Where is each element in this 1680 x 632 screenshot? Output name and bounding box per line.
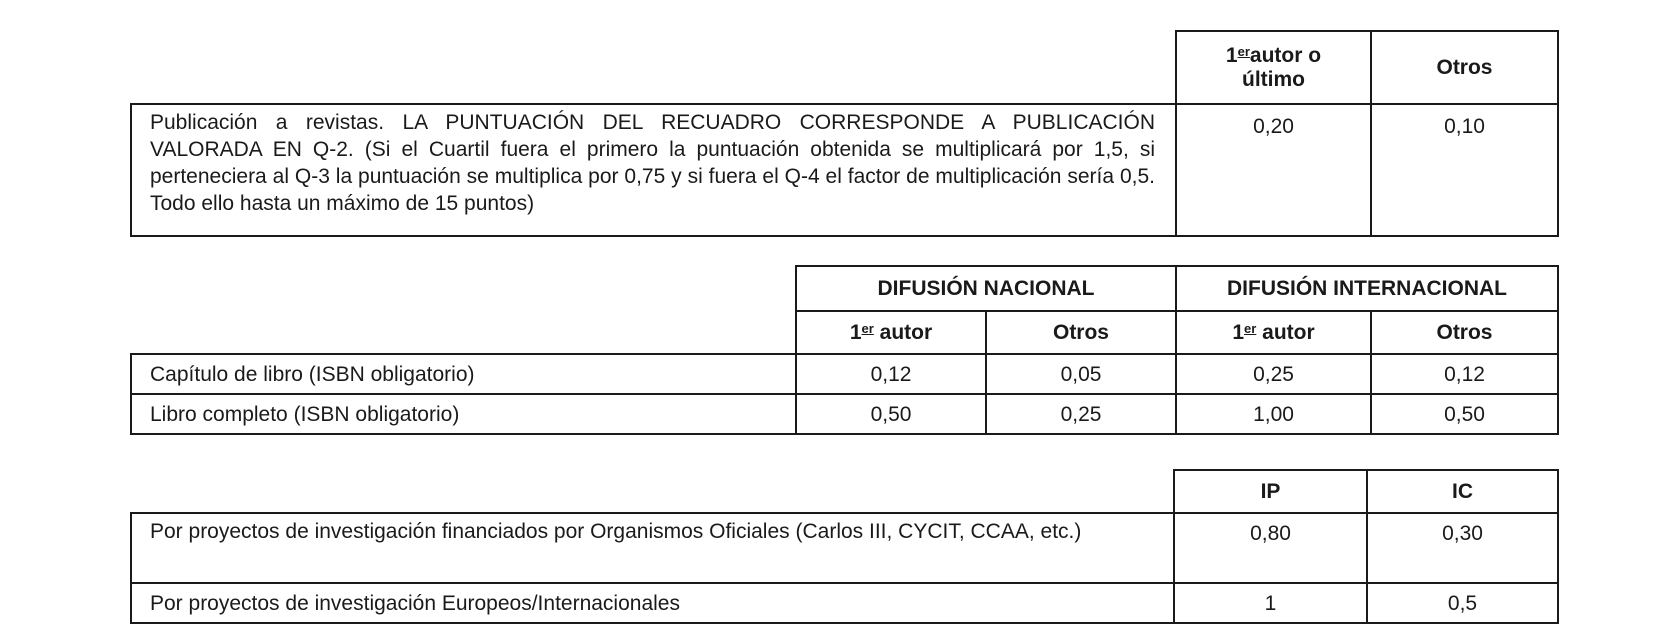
- table-row: [131, 513, 1558, 583]
- empty-header-cell: [131, 31, 1176, 104]
- value-international-first: 0,25: [1176, 354, 1371, 394]
- value-national-first: 0,50: [796, 394, 986, 434]
- value-ip: 1: [1174, 583, 1367, 623]
- value-others: 0,10: [1371, 104, 1558, 236]
- publication-description: Publicación a revistas. LA PUNTUACIÓN DEL RECUADRO CORRESPONDE A PUBLICACIÓN VALORADA EN Q-2. (Si el Cuartil fuera el primero la puntuación obtenida se multiplicará por 1,5, si perteneciera al Q-3 la puntuación se multiplica por 0,75 y si fuera el Q-4 el factor de multiplicación sería 0,5. Todo ello hasta un máximo de 15 puntos): [131, 104, 1176, 236]
- subheader-international-first-author: 1er autor: [1176, 311, 1371, 354]
- header-ip: IP: [1174, 470, 1367, 513]
- table-row: [131, 394, 1558, 434]
- header-national-diffusion: DIFUSIÓN NACIONAL: [796, 266, 1176, 311]
- empty-header-cell: [131, 470, 1174, 513]
- value-national-others: 0,05: [986, 354, 1176, 394]
- subheader-national-first-author: 1er autor: [796, 311, 986, 354]
- header-others: Otros: [1371, 31, 1558, 104]
- projects-table: [130, 469, 1559, 624]
- row-label: Por proyectos de investigación Europeos/Internacionales: [131, 583, 1174, 623]
- empty-header-cell: [131, 266, 796, 311]
- row-label: Libro completo (ISBN obligatorio): [131, 394, 796, 434]
- value-ic: 0,30: [1367, 513, 1558, 583]
- value-national-first: 0,12: [796, 354, 986, 394]
- header-international-diffusion: DIFUSIÓN INTERNACIONAL: [1176, 266, 1558, 311]
- subheader-national-others: Otros: [986, 311, 1176, 354]
- value-ip: 0,80: [1174, 513, 1367, 583]
- publications-table: [130, 30, 1559, 237]
- row-label: Por proyectos de investigación financiados por Organismos Oficiales (Carlos III, CYCIT, CCAA, etc.): [131, 513, 1174, 583]
- value-international-others: 0,12: [1371, 354, 1558, 394]
- row-label: Capítulo de libro (ISBN obligatorio): [131, 354, 796, 394]
- books-table: [130, 265, 1559, 435]
- value-international-others: 0,50: [1371, 394, 1558, 434]
- header-first-or-last-author: 1erautor o último: [1176, 31, 1371, 104]
- table-row: [131, 583, 1558, 623]
- empty-subheader-cell: [131, 311, 796, 354]
- subheader-international-others: Otros: [1371, 311, 1558, 354]
- table-row: [131, 354, 1558, 394]
- value-international-first: 1,00: [1176, 394, 1371, 434]
- value-ic: 0,5: [1367, 583, 1558, 623]
- header-ic: IC: [1367, 470, 1558, 513]
- value-national-others: 0,25: [986, 394, 1176, 434]
- value-first-author: 0,20: [1176, 104, 1371, 236]
